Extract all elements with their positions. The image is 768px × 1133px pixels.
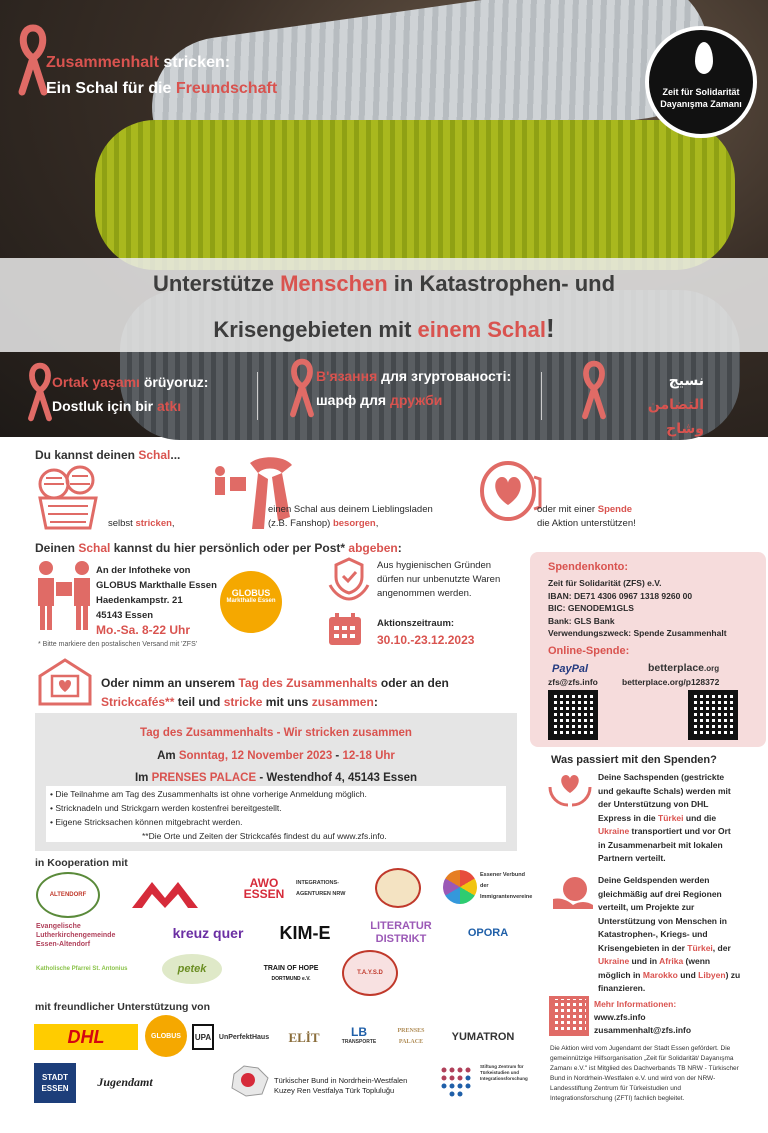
petek-logo: petek: [162, 954, 222, 984]
online-donation-title: Online-Spende:: [548, 645, 630, 657]
lb-transporte-logo: LB TRANSPORTE: [341, 1025, 377, 1045]
event-bullets: • Die Teilnahme am Tag des Zusammenhalts ist ohne vorherige Anmeldung möglich. • Stricknadeln und Strickgarn werden kostenfrei bereitgestellt. • Eigene Stricksachen können mitgebracht werden. **Die Orte und Zeiten der Strickcafés findest du auf www.zfs.info.: [50, 789, 387, 841]
info-qr-code[interactable]: [549, 996, 589, 1036]
altendorf-logo: ALTENDORF: [36, 872, 100, 918]
divider: [541, 372, 542, 420]
taysd-logo: T.A.Y.S.D: [342, 950, 398, 996]
awo-logo: AWO ESSEN: [243, 876, 285, 901]
yumatron-logo: YUMATRON: [451, 1030, 515, 1043]
verbund-emblem: [443, 870, 477, 904]
knitting-cafe-icon: [36, 658, 94, 706]
kim-e-logo: KIM-E: [279, 922, 331, 943]
betterplace-qr-code[interactable]: [688, 690, 738, 740]
betterplace-url[interactable]: betterplace.org/p128372: [622, 677, 720, 687]
hero-title: Zusammenhalt stricken: Ein Schal für die Freundschaft: [46, 54, 278, 97]
post-footnote: * Bitte markiere den postalischen Versand mit 'ZFS': [38, 641, 198, 648]
donation-title: Spendenkonto:: [548, 561, 629, 573]
betterplace-logo[interactable]: betterplace.org: [648, 662, 720, 674]
ribbon-icon: [580, 358, 608, 422]
arabic-slogan: نسيج التضامن وشاح للصداقة: [647, 372, 704, 460]
stadt-essen-logo: STADT ESSEN: [34, 1063, 76, 1103]
unperfekthaus-logo: UnPerfektHaus: [218, 1033, 270, 1041]
mountain-logo: [130, 878, 200, 910]
donation-coin-icon: [478, 457, 542, 527]
prenses-palace-logo: PRENSES PALACE: [397, 1028, 425, 1045]
train-of-hope-logo: TRAIN OF HOPE DORTMUND e.V.: [263, 965, 319, 982]
zfti-logo: Stiftung Zentrum für Türkeistudien und Integrationsforschung: [480, 1064, 528, 1081]
calendar-icon: [327, 611, 363, 647]
jugendamt-logo: Jugendamt: [97, 1074, 153, 1089]
dropoff-heading: Deinen Schal kannst du hier persönlich oder per Post* abgeben:: [35, 541, 402, 555]
yarn-basket-icon: [36, 462, 100, 532]
money-donations-text: Deine Geldspenden werden gleichmäßig auf drei Regionen verteilt, um Projekte zur Unterstützung von Menschen in Katastrophen-, Kriegs- und Krisengebieten in der Türkei, der Ukraine und in Afrika (wenn möglich in Marokko und Libyen) zu finanzieren.: [598, 875, 741, 993]
upa-logo: UPA: [192, 1024, 214, 1050]
options-heading: Du kannst deinen Schal...: [35, 448, 181, 462]
more-info: Mehr Informationen: www.zfs.info zusammenhalt@zfs.info: [594, 999, 692, 1035]
paypal-id[interactable]: zfs@zfs.info: [548, 677, 598, 687]
flame-icon: [695, 42, 713, 74]
paypal-logo[interactable]: PayPal: [552, 663, 589, 675]
association-seal-logo: [375, 868, 421, 908]
turkish-slogan: Ortak yaşamı örüyoruz: Dostluk için bir atkı: [52, 374, 209, 414]
fine-print: Die Aktion wird vom Jugendamt der Stadt Essen gefördert. Die gemeinnützige Hilfsorganisation „Zeit für Solidarität/ Dayanışma Zamanı e.V." ist Mitglied des Dachverbands TB NRW - Türkischer Bund in Nordrhein-Westfalen e.V. und wird von der NRW- Landesstiftung Zentrum für Türkeistudien und Integrationsforschung (ZFTI) fachlich begleitet.: [550, 1045, 739, 1102]
partners-heading: in Kooperation mit: [35, 857, 128, 869]
zfti-dots-icon: [440, 1064, 474, 1100]
hygiene-hands-icon: [328, 557, 370, 601]
sponsors-heading: mit freundlicher Unterstützung von: [35, 1001, 211, 1013]
kreuzquer-logo: kreuz quer: [172, 924, 244, 941]
nrw-map-icon: [228, 1064, 270, 1098]
ukrainian-slogan: В'язання для згуртованості: шарф для дружби: [316, 368, 512, 408]
what-happens-title: Was passiert mit den Spenden?: [551, 754, 717, 766]
dhl-logo: DHL: [34, 1024, 138, 1050]
event-details: Tag des Zusammenhalts - Wir stricken zusammen Am Sonntag, 12 November 2023 - 12-18 Uhr Im PRENSES PALACE - Westendhof 4, 45143 Essen: [134, 727, 418, 784]
headline-banner: Unterstütze Menschen in Katastrophen- und Krisengebieten mit einem Schal!: [0, 258, 768, 352]
email-link[interactable]: zusammenhalt@zfs.info: [594, 1025, 692, 1035]
website-link[interactable]: www.zfs.info: [594, 1012, 646, 1022]
zfs-logo: Zeit für Solidarität Dayanışma Zamanı: [645, 26, 757, 138]
option-knit: selbst stricken,: [108, 518, 175, 529]
campaign-period: Aktionszeitraum: 30.10.-23.12.2023: [377, 618, 475, 647]
globe-hand-icon: [551, 875, 595, 911]
cafe-invitation: Oder nimm an unserem Tag des Zusammenhalts oder an den Strickcafés** teil und stricke mit uns zusammen:: [101, 676, 449, 709]
ribbon-icon: [288, 356, 316, 420]
verbund-logo: Essener Verbund der Immigrantenvereine: [480, 871, 533, 900]
integrationsagenturen-logo: INTEGRATIONS-AGENTUREN NRW: [296, 880, 346, 897]
in-kind-donations-text: Deine Sachspenden (gestrickte und gekaufte Schals) werden mit der Unterstützung von DHL Express in die Türkei und die Ukraine transportiert und vor Ort in Zusammenarbeit mit lokalen Partnern verteilt.: [598, 772, 731, 863]
option-donate: oder mit einer Spende die Aktion unterstützen!: [537, 504, 636, 529]
ribbon-icon: [26, 360, 54, 424]
ribbon-icon: [16, 24, 50, 96]
handover-icon: [36, 560, 92, 632]
opora-logo: OPORA: [467, 926, 509, 939]
heart-hands-icon: [548, 771, 592, 807]
evangelische-kirche-logo: Evangelische Lutherkirchengemeinde Essen-Altendorf: [36, 922, 116, 948]
literatur-distrikt-logo: LITERATUR DISTRIKT: [370, 920, 432, 945]
divider: [257, 372, 258, 420]
globus-sponsor-logo: GLOBUS: [145, 1015, 187, 1057]
green-scarf: [95, 120, 735, 270]
bank-details: Zeit für Solidarität (ZFS) e.V. IBAN: DE71 4306 0967 1318 9260 00 BIC: GENODEM1GLS Bank: GLS Bank Verwendungszweck: Spende Zusammenhalt: [548, 578, 727, 638]
dropoff-address: An der Infotheke von GLOBUS Markthalle Essen Haedenkampstr. 21 45143 Essen Mo.-Sa. 8-22 Uhr: [96, 565, 217, 637]
hygiene-note: Aus hygienischen Gründen dürfen nur unbenutzte Waren angenommen werden.: [377, 560, 501, 599]
option-buy: einen Schal aus deinem Lieblingsladen (z.B. Fanshop) besorgen,: [268, 504, 433, 529]
elit-logo: ELİT: [288, 1029, 320, 1045]
paypal-qr-code[interactable]: [548, 690, 598, 740]
globus-logo: GLOBUS Markthalle Essen: [220, 571, 282, 633]
tb-nrw-logo: Türkischer Bund in Nordrhein-Westfalen Kuzey Ren Vestfalya Türk Topluluğu: [274, 1076, 408, 1095]
katholische-pfarrei-logo: Katholische Pfarrei St. Antonius: [36, 966, 128, 972]
